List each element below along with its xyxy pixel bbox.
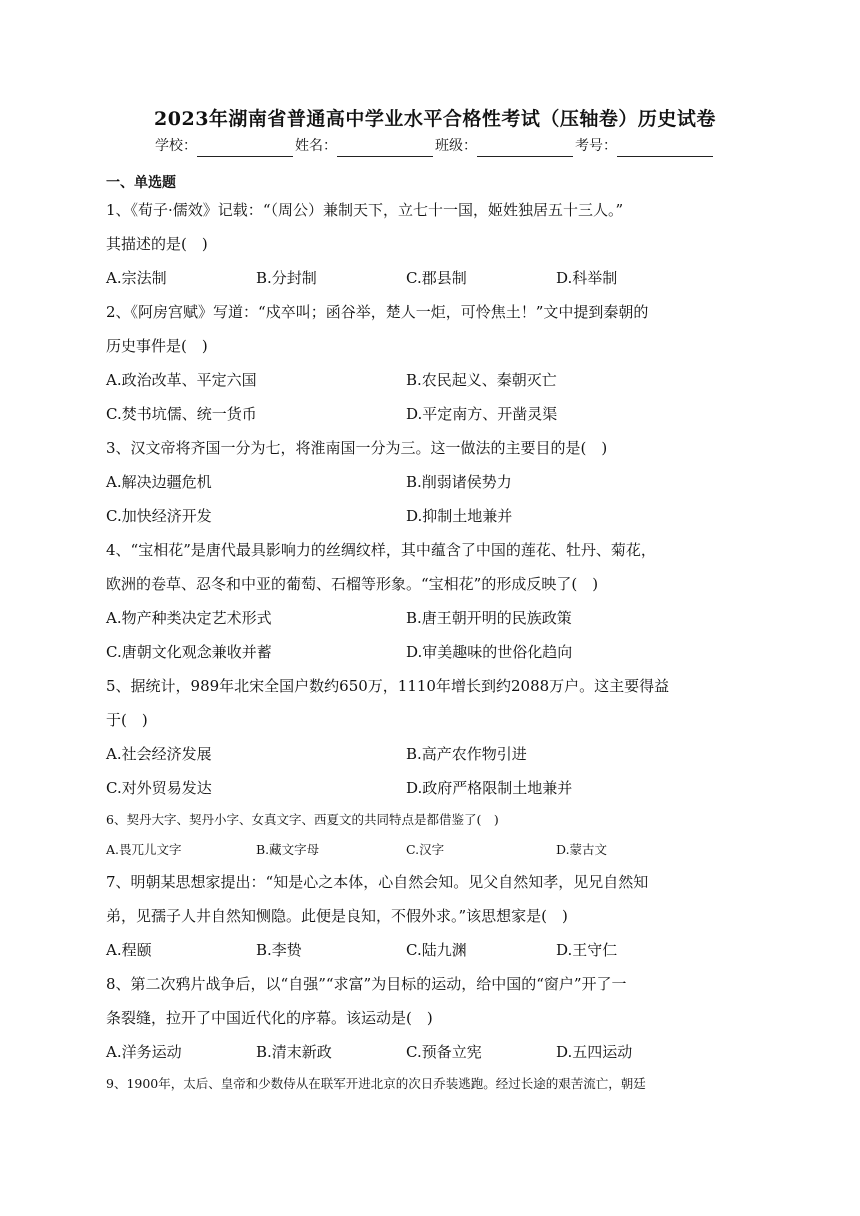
option-a: A.社会经济发展 [106,745,212,763]
question-7-options [106,933,764,967]
option-b: B.分封制 [256,269,317,287]
question-9-stem [106,1069,764,1099]
student-info-row [106,135,764,157]
option-c: C.陆九渊 [406,941,467,959]
class-blank [477,140,573,157]
question-1-options [106,261,764,295]
exam-number-field [575,135,715,157]
option-d: D.审美趣味的世俗化趋向 [406,643,573,661]
option-a: A.物产种类决定艺术形式 [106,609,272,627]
question-2-stem [106,295,764,363]
question-line: 弟，见孺子人井自然知恻隐。此便是良知，不假外求。”该思想家是( ) [106,907,568,925]
question-line: 2、《阿房宫赋》写道：“戍卒叫；函谷举，楚人一炬，可怜焦土！”文中提到秦朝的 [106,303,649,321]
option-c: C.郡县制 [406,269,467,287]
question-line: 3、汉文帝将齐国一分为七，将淮南国一分为三。这一做法的主要目的是( ) [106,439,608,457]
exam-title: 2023年湖南省普通高中学业水平合格性考试（压轴卷）历史试卷 [154,108,716,130]
option-c: C.唐朝文化观念兼收并蓄 [106,643,272,661]
question-line: 其描述的是( ) [106,235,208,253]
option-b: B.清末新政 [256,1043,332,1061]
question-line: 7、明朝某思想家提出：“知是心之本体，心自然会知。见父自然知孝，见兄自然知 [106,873,649,891]
option-c: C.汉字 [406,842,445,857]
question-5-options [106,737,764,805]
option-d: D.政府严格限制土地兼并 [406,779,573,797]
school-field [155,135,295,157]
option-d: D.科举制 [556,269,618,287]
question-3-options [106,465,764,533]
question-line: 于( ) [106,711,148,729]
option-c: C.加快经济开发 [106,507,212,525]
question-line: 6、契丹大字、契丹小字、女真文字、西夏文的共同特点是都借鉴了( ) [106,812,499,827]
question-7-stem [106,865,764,933]
question-6-options [106,835,764,865]
option-c: C.预备立宪 [406,1043,482,1061]
name-blank [337,140,433,157]
question-line: 8、第二次鸦片战争后，以“自强”“求富”为目标的运动，给中国的“窗户”开了一 [106,975,627,993]
option-d: D.抑制土地兼并 [406,507,513,525]
question-line: 条裂缝，拉开了中国近代化的序幕。该运动是( ) [106,1009,433,1027]
option-b: B.藏文字母 [256,842,320,857]
question-1-stem [106,193,764,261]
option-b: B.唐王朝开明的民族政策 [406,609,572,627]
option-c: C.对外贸易发达 [106,779,212,797]
option-b: B.农民起义、秦朝灭亡 [406,371,557,389]
name-label: 姓名： [295,138,337,154]
option-d: D.平定南方、开凿灵渠 [406,405,558,423]
option-d: D.蒙古文 [556,842,608,857]
question-line: 1、《荀子·儒效》记载：“（周公）兼制天下，立七十一国，姬姓独居五十三人。” [106,201,624,219]
option-b: B.高产农作物引进 [406,745,527,763]
option-c: C.焚书坑儒、统一货币 [106,405,257,423]
option-d: D.王守仁 [556,941,618,959]
question-8-options [106,1035,764,1069]
question-line: 历史事件是( ) [106,337,208,355]
option-a: A.洋务运动 [106,1043,182,1061]
question-6-stem [106,805,764,835]
school-blank [197,140,293,157]
option-b: B.李贽 [256,941,302,959]
class-label: 班级： [435,138,477,154]
question-2-options [106,363,764,431]
question-line: 4、“宝相花”是唐代最具影响力的丝绸纹样，其中蕴含了中国的莲花、牡丹、菊花， [106,541,656,559]
option-b: B.削弱诸侯势力 [406,473,512,491]
option-a: A.宗法制 [106,269,167,287]
question-line: 9、1900年，太后、皇帝和少数侍从在联军开进北京的次日乔装逃跑。经过长途的艰苦流亡，朝廷 [106,1076,646,1091]
option-a: A.解决边疆危机 [106,473,212,491]
exam-number-label: 考号： [575,138,617,154]
exam-number-blank [617,140,713,157]
option-a: A.畏兀儿文字 [106,842,182,857]
question-8-stem [106,967,764,1035]
name-field [295,135,435,157]
question-3-stem [106,431,764,465]
question-4-options [106,601,764,669]
school-label: 学校： [155,138,197,154]
question-5-stem [106,669,764,737]
question-line: 5、据统计，989年北宋全国户数约650万，1110年增长到约2088万户。这主要得益 [106,677,670,695]
section-heading: 一、单选题 [106,175,176,191]
option-d: D.五四运动 [556,1043,633,1061]
question-4-stem [106,533,764,601]
option-a: A.程颐 [106,941,152,959]
option-a: A.政治改革、平定六国 [106,371,257,389]
question-line: 欧洲的卷草、忍冬和中亚的葡萄、石榴等形象。“宝相花”的形成反映了( ) [106,575,599,593]
class-field [435,135,575,157]
